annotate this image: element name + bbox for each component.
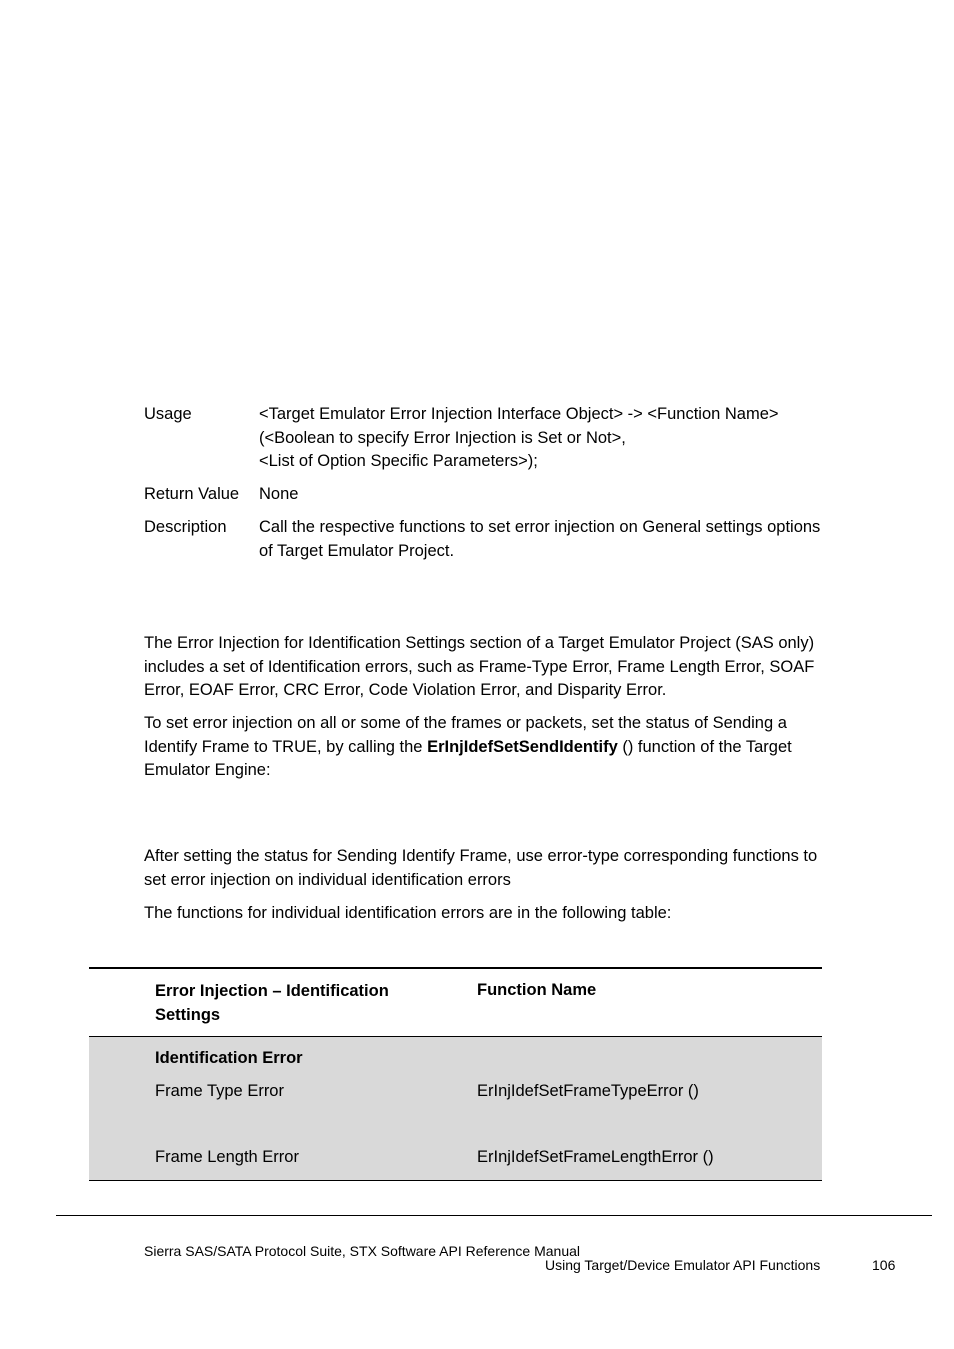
table-row-setting: Frame Length Error [155,1148,299,1166]
usage-line: (<Boolean to specify Error Injection is Set or Not>, [259,428,626,447]
paragraph-line: The Error Injection for Identification Settings section of a Target Emulator Project (SAS only) [144,634,815,652]
usage-line: <List of Option Specific Parameters>); [259,452,538,470]
paragraph-text: () function of the Target [617,737,792,756]
paragraph-line: After setting the status for Sending Identify Frame, use error-type corresponding functions to [144,847,818,865]
page-number: 106 [872,1257,896,1273]
return-value-text: None [259,485,299,503]
table-row-function: ErInjIdefSetFrameTypeError () [477,1082,699,1100]
footer-title: Sierra SAS/SATA Protocol Suite, STX Software API Reference Manual [144,1243,581,1259]
header-line: Settings [155,1006,221,1024]
paragraph-line: To set error injection on all or some of the frames or packets, set the status of Sending a [144,714,787,732]
paragraph-line: set error injection on individual identification errors [144,870,511,889]
description-line: Call the respective functions to set error injection on General settings options [259,518,821,536]
description-line: of Target Emulator Project. [259,541,455,560]
footer-section: Using Target/Device Emulator API Functions [545,1257,821,1273]
paragraph-text: Identify Frame to TRUE, by calling the [144,737,428,756]
description-text [259,516,889,563]
paragraph-line: includes a set of Identification errors, such as Frame-Type Error, Frame Length Error, SOAF [144,657,815,676]
description-label: Description [144,518,227,536]
usage-text [259,403,889,474]
usage-line: <Target Emulator Error Injection Interface Object> -> <Function Name> [259,405,779,423]
table-intro-paragraph: The functions for individual identification errors are in the following table: [144,904,672,922]
table-top-rule [89,967,822,969]
intro-paragraph [144,632,884,703]
send-identify-paragraph [144,712,884,783]
table-header-function: Function Name [477,981,597,999]
table-row-setting: Frame Type Error [155,1082,284,1100]
after-setting-paragraph [144,845,884,892]
table-row-function: ErInjIdefSetFrameLengthError () [477,1148,714,1166]
paragraph-line: Error, EOAF Error, CRC Error, Code Violation Error, and Disparity Error. [144,681,667,699]
footer-rule [56,1215,932,1216]
table-bottom-rule [89,1180,822,1181]
paragraph-line: Emulator Engine: [144,761,271,779]
function-name-bold: ErInjIdefSetSendIdentify [427,737,618,756]
return-value-label: Return Value [144,485,240,503]
header-line: Error Injection – Identification [155,982,389,1000]
paragraph-line [144,736,884,760]
usage-label: Usage [144,405,192,423]
table-section-label: Identification Error [155,1049,303,1067]
table-header-setting [155,979,389,1027]
